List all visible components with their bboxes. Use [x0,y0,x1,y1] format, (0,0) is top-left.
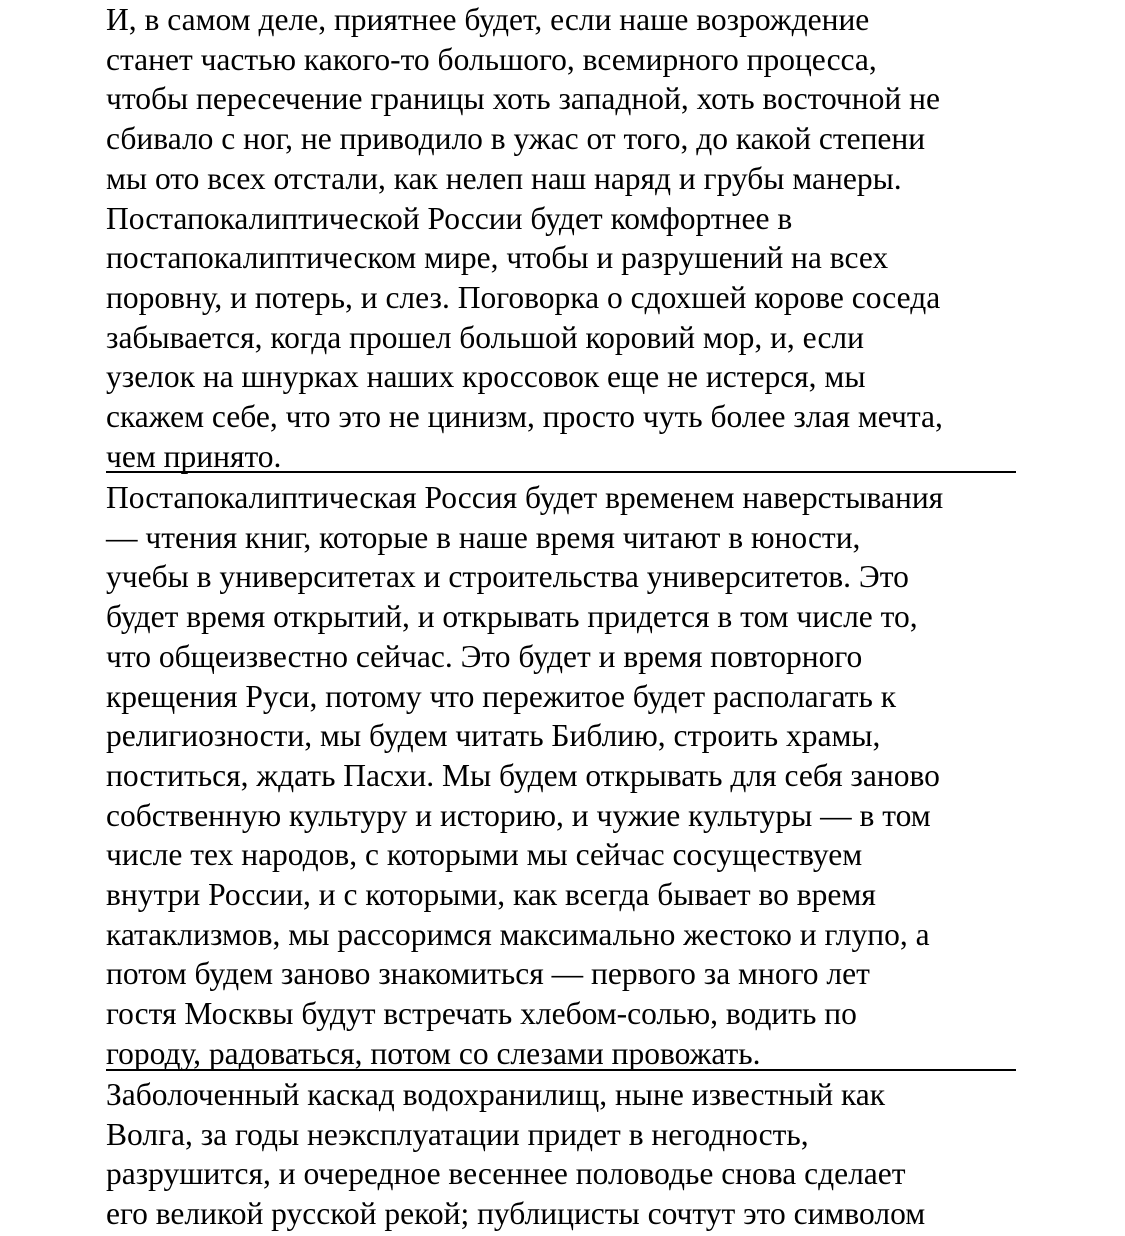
text-line: его великой русской рекой; публицисты сочтут это символом [106,1196,926,1232]
text-line: катаклизмов, мы рассоримся максимально жестоко и глупо, а [106,916,930,952]
section-divider [106,471,1016,473]
text-line: будет время открытий, и открывать придется в том числе то, [106,599,918,635]
text-line: потом будем заново знакомиться — первого за много лет [106,956,870,992]
text-line: — чтения книг, которые в наше время читают в юности, [106,519,861,555]
text-line: Заболоченный каскад водохранилищ, ныне известный как [106,1077,886,1112]
text-line: городу, радоваться, потом со слезами провожать. [106,1035,761,1071]
text-line: внутри России, и с которыми, как всегда бывает во время [106,877,876,913]
text-line: разрушится, и очередное весеннее половодье снова сделает [106,1156,906,1192]
text-line: забывается, когда прошел большой коровий мор, и, если [106,319,864,355]
text-line: крещения Руси, потому что пережитое будет располагать к [106,678,897,714]
paragraph-2 [106,478,943,1074]
text-line: Волга, за годы неэксплуатации придет в негодность, [106,1116,809,1152]
text-line: что общеизвестно сейчас. Это будет и время повторного [106,638,863,674]
text-line: постапокалиптическом мире, чтобы и разрушений на всех [106,240,889,276]
text-line: Постапокалиптической России будет комфортнее в [106,200,793,236]
text-line: поровну, и потерь, и слез. Поговорка о сдохшей корове соседа [106,279,941,315]
text-line: учебы в университетах и строительства университетов. Это [106,559,909,595]
text-line: сбивало с ног, не приводило в ужас от того, до какой степени [106,121,926,157]
text-line: И, в самом деле, приятнее будет, если наше возрождение [106,2,870,37]
text-line: поститься, ждать Пасхи. Мы будем открывать для себя заново [106,757,940,793]
text-line: гостя Москвы будут встречать хлебом-солью, водить по [106,996,857,1032]
paragraph-3 [106,1075,925,1234]
text-line: узелок на шнурках наших кроссовок еще не истерся, мы [106,359,866,395]
section-divider [106,1069,1016,1071]
text-line: скажем себе, что это не цинизм, просто чуть более злая мечта, [106,399,943,435]
text-line: чем принято. [106,438,282,474]
text-line: собственную культуру и историю, и чужие культуры — в том [106,797,931,833]
text-line: религиозности, мы будем читать Библию, строить храмы, [106,718,881,754]
text-line: чтобы пересечение границы хоть западной, хоть восточной не [106,81,940,117]
text-line: мы ото всех отстали, как нелеп наш наряд и грубы манеры. [106,160,902,196]
text-line: Постапокалиптическая Россия будет временем наверстывания [106,480,944,515]
text-line: числе тех народов, с которыми мы сейчас сосуществуем [106,837,863,873]
text-line: станет частью какого-то большого, всемирного процесса, [106,41,877,77]
paragraph-1 [106,0,943,476]
